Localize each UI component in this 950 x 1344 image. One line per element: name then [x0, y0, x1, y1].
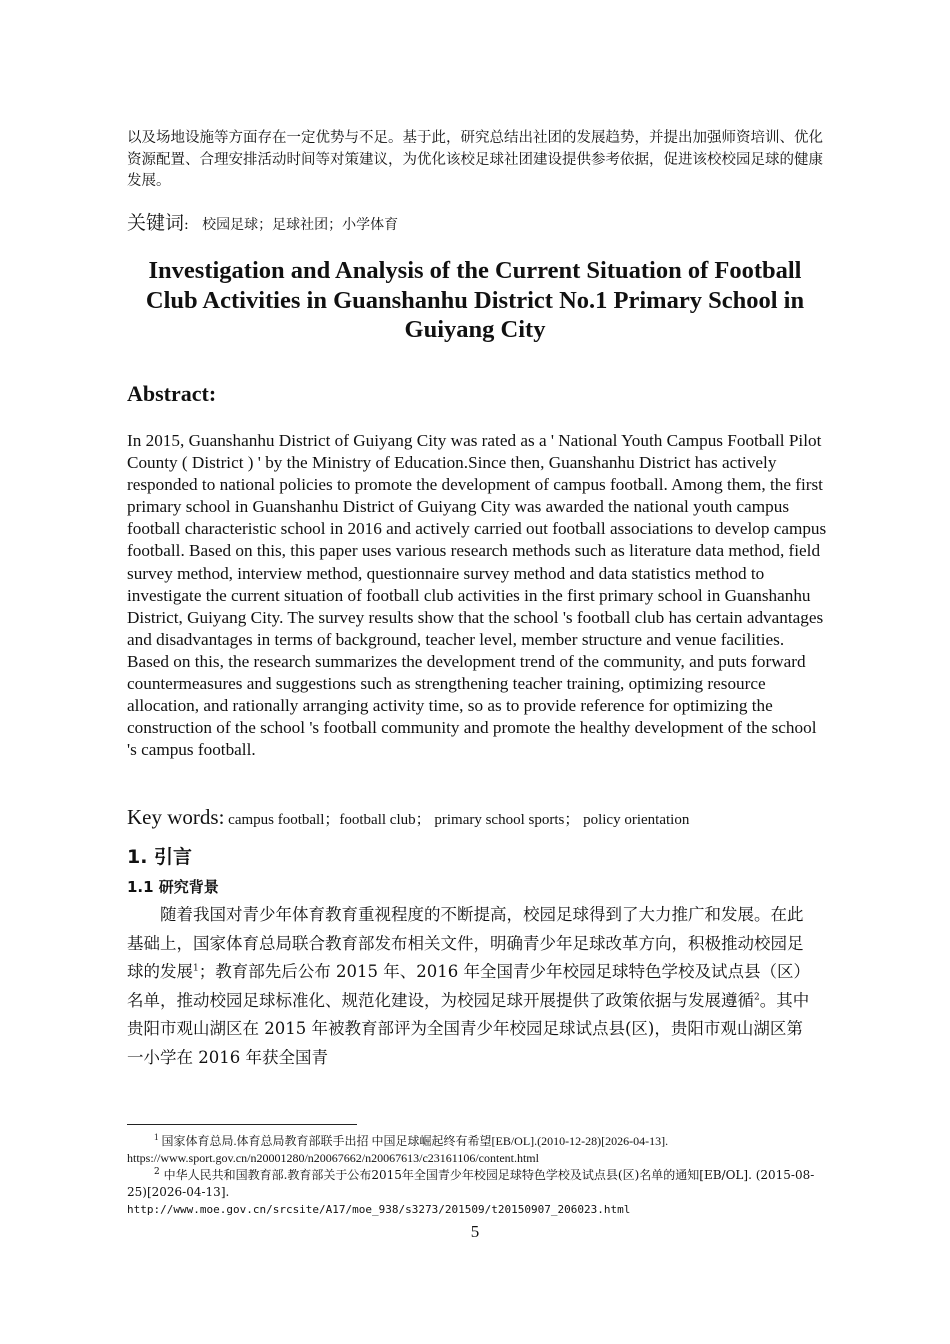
en-keywords — [127, 805, 689, 830]
footnote-mark: 1 — [154, 1132, 159, 1142]
body-text: 。其中贵阳市观山湖区在 2015 年被教育部评为全国青少年校园足球试点县(区)，贵阳市观山湖区第一小学在 2016 年获全国青 — [127, 990, 810, 1067]
page-number: 5 — [470, 1222, 480, 1241]
footnote-ref-1[interactable]: 1 — [193, 963, 199, 974]
english-title-line: Guiyang City — [404, 316, 546, 343]
footnote-url[interactable]: http://www.moe.gov.cn/srcsite/A17/moe_938/s3273/201509/t20150907_206023.html — [127, 1203, 631, 1216]
body-paragraph — [127, 901, 817, 1073]
footnote-1 — [127, 1133, 827, 1167]
abstract-body: In 2015, Guanshanhu District of Guiyang City was rated as a ' National Youth Campus Football Pilot County ( District ) ' by the Ministry of Education.Since then, Guanshanhu District has actively responded to national policies to promote the development of campus football. Among them, the first primary school in Guanshanhu District of Guiyang City was awarded the national youth campus football characteristic school in 2016 and actively carried out football associations to develop campus football. Based on this, this paper uses various research methods such as literature data method, field survey method, interview method, questionnaire survey method and data statistics method to investigate the current situation of football club activities in the first primary school in Guanshanhu District, Guiyang City. The survey results show that the school 's football club has certain advantages and disadvantages in terms of background, teacher level, member structure and venue facilities. Based on this, the research summarizes the development trend of the community, and puts forward countermeasures and suggestions such as strengthening teacher training, optimizing resource allocation, and rationally arranging activity time, so as to provide reference for optimizing the construction of the school 's football community and promote the healthy development of the school 's campus football. — [127, 431, 827, 760]
en-keywords-values: campus football；football club； primary school sports； policy orientation — [228, 812, 690, 828]
body-text: 随着我国对青少年体育教育重视程度的不断提高，校园足球得到了大力推广和发展。在此基础上，国家体育总局联合教育部发布相关文件，明确青少年足球改革方向，积极推动校园足球的发展 — [127, 905, 804, 982]
english-title — [120, 256, 830, 345]
footnote-2 — [127, 1167, 827, 1218]
footnote-text: 中华人民共和国教育部.教育部关于公布2015年全国青少年校园足球特色学校及试点县(区)名单的通知[EB/OL]. (2015-08-25)[2026-04-13]. — [127, 1168, 815, 1199]
footnote-ref-2[interactable]: 2 — [754, 992, 760, 1003]
english-title-line: Club Activities in Guanshanhu District No.1 Primary School in — [145, 286, 805, 314]
footnote-divider — [127, 1124, 357, 1125]
cn-abstract-tail: 以及场地设施等方面存在一定优势与不足。基于此，研究总结出社团的发展趋势，并提出加强师资培训、优化资源配置、合理安排活动时间等对策建议，为优化该校足球社团建设提供参考依据，促进该校校园足球的健康发展。 — [127, 130, 823, 189]
cn-keywords — [127, 208, 398, 235]
footnote-text: 国家体育总局.体育总局教育部联手出招 中国足球崛起终有希望[EB/OL].(2010-12-28)[2026-04-13]. — [161, 1134, 669, 1148]
section-heading-introduction: 1. 引言 — [127, 846, 193, 868]
cn-keywords-label: 关键词 — [127, 212, 185, 234]
english-title-line: Investigation and Analysis of the Current Situation of Football — [148, 257, 802, 284]
footnote-mark: 2 — [154, 1167, 160, 1177]
body-text: ；教育部先后公布 2015 年、2016 年全国青少年校园足球特色学校及试点县（区）名单，推动校园足球标准化、规范化建设，为校园足球开展提供了政策依据与发展遵循 — [127, 962, 810, 1010]
abstract-heading: Abstract: — [127, 381, 217, 406]
footnote-url[interactable]: https://www.sport.gov.cn/n20001280/n20067662/n20067613/c23161106/content.html — [127, 1151, 539, 1165]
cn-keywords-sep: : — [184, 217, 189, 233]
en-keywords-label: Key words: — [127, 805, 225, 829]
cn-keywords-values: 校园足球；足球社团；小学体育 — [202, 217, 399, 233]
subsection-heading-background: 1.1 研究背景 — [127, 878, 219, 896]
